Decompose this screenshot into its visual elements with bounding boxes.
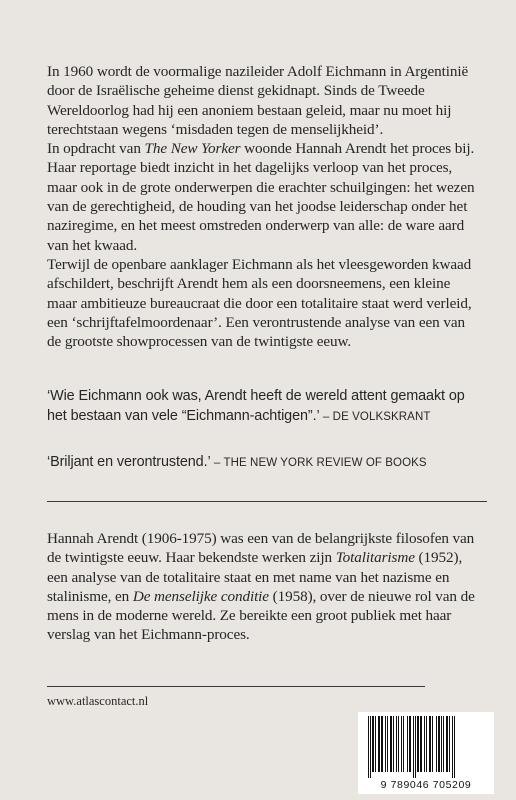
magazine-title: The New Yorker bbox=[144, 140, 241, 158]
quote-text: ‘Wie Eichmann ook was, Arendt heeft de wereld attent gemaakt op het bestaan van vele “Eichmann-achtigen”.’ bbox=[47, 388, 465, 424]
quote-source: – THE NEW YORK REVIEW OF BOOKS bbox=[210, 457, 427, 469]
bio-text-part: Hannah Arendt (1906-1975) was een van de belangrijkste filosofen van de twintigste eeuw. Haar bekendste werken zijn bbox=[47, 530, 475, 567]
blurb-trial-text: woonde Hannah Arendt het proces bij. Haar reportage biedt inzicht in het dagelijks verloop van het proces, maar ook in de grote onderwerpen die erachter schuilgingen: het wezen van de gerechtigheid, de houding van het joodse leiderschap onder het naziregime, en het meest omstreden onderwerp van alle: de ware aard van het kwaad. bbox=[47, 140, 475, 254]
bio-text-part: (1958), over de nieuwe rol van de mens in de moderne wereld. Ze bereikte een groot publiek met haar verslag van het Eichmann-proces. bbox=[47, 587, 475, 644]
blurb-trial-intro: In opdracht van bbox=[47, 140, 145, 158]
isbn-number: 9 789046 705209 bbox=[380, 779, 472, 791]
author-bio-text bbox=[47, 529, 479, 645]
work-title: De menselijke conditie bbox=[132, 587, 269, 605]
work-title: Totalitarisme bbox=[335, 549, 415, 567]
isbn-barcode bbox=[358, 712, 494, 794]
blurb-paragraph-trial bbox=[47, 139, 479, 255]
divider-line bbox=[47, 686, 425, 687]
blurb-paragraph-analysis: Terwijl de openbare aanklager Eichmann als het vleesgeworden kwaad afschildert, beschrijft Arendt hem als een doorsneemens, een kleine maar ambitieuze bureaucraat die door een totalitaire staat werd verleid, een ‘schrijftafelmoordenaar’. Een verontrustende analyse van een van de grootste showprocessen van de twintigste eeuw. bbox=[47, 255, 472, 351]
publisher-website[interactable]: www.atlascontact.nl bbox=[47, 694, 149, 708]
blurb-paragraph-kidnap: In 1960 wordt de voormalige nazileider Adolf Eichmann in Argentinië door de Israëlische geheime dienst gekidnapt. Sinds de Tweede Wereldoorlog had hij een anoniem bestaan geleid, maar nu moet hij terechtstaan wegens ‘misdaden tegen de menselijkheid’. bbox=[47, 63, 469, 138]
quote-text: ‘Briljant en verontrustend.’ bbox=[47, 454, 211, 470]
bio-text-part: (1952), een analyse van de totalitaire staat en met name van het nazisme en stalinisme, en bbox=[47, 549, 463, 605]
review-quote-nyrb bbox=[47, 452, 487, 473]
review-quote-volkskrant bbox=[47, 386, 487, 427]
quote-source: – DE VOLKSKRANT bbox=[319, 411, 431, 423]
barcode-bars-icon bbox=[366, 716, 486, 778]
back-cover-blurb bbox=[47, 62, 479, 351]
divider-line bbox=[47, 501, 487, 502]
author-bio bbox=[47, 529, 479, 645]
